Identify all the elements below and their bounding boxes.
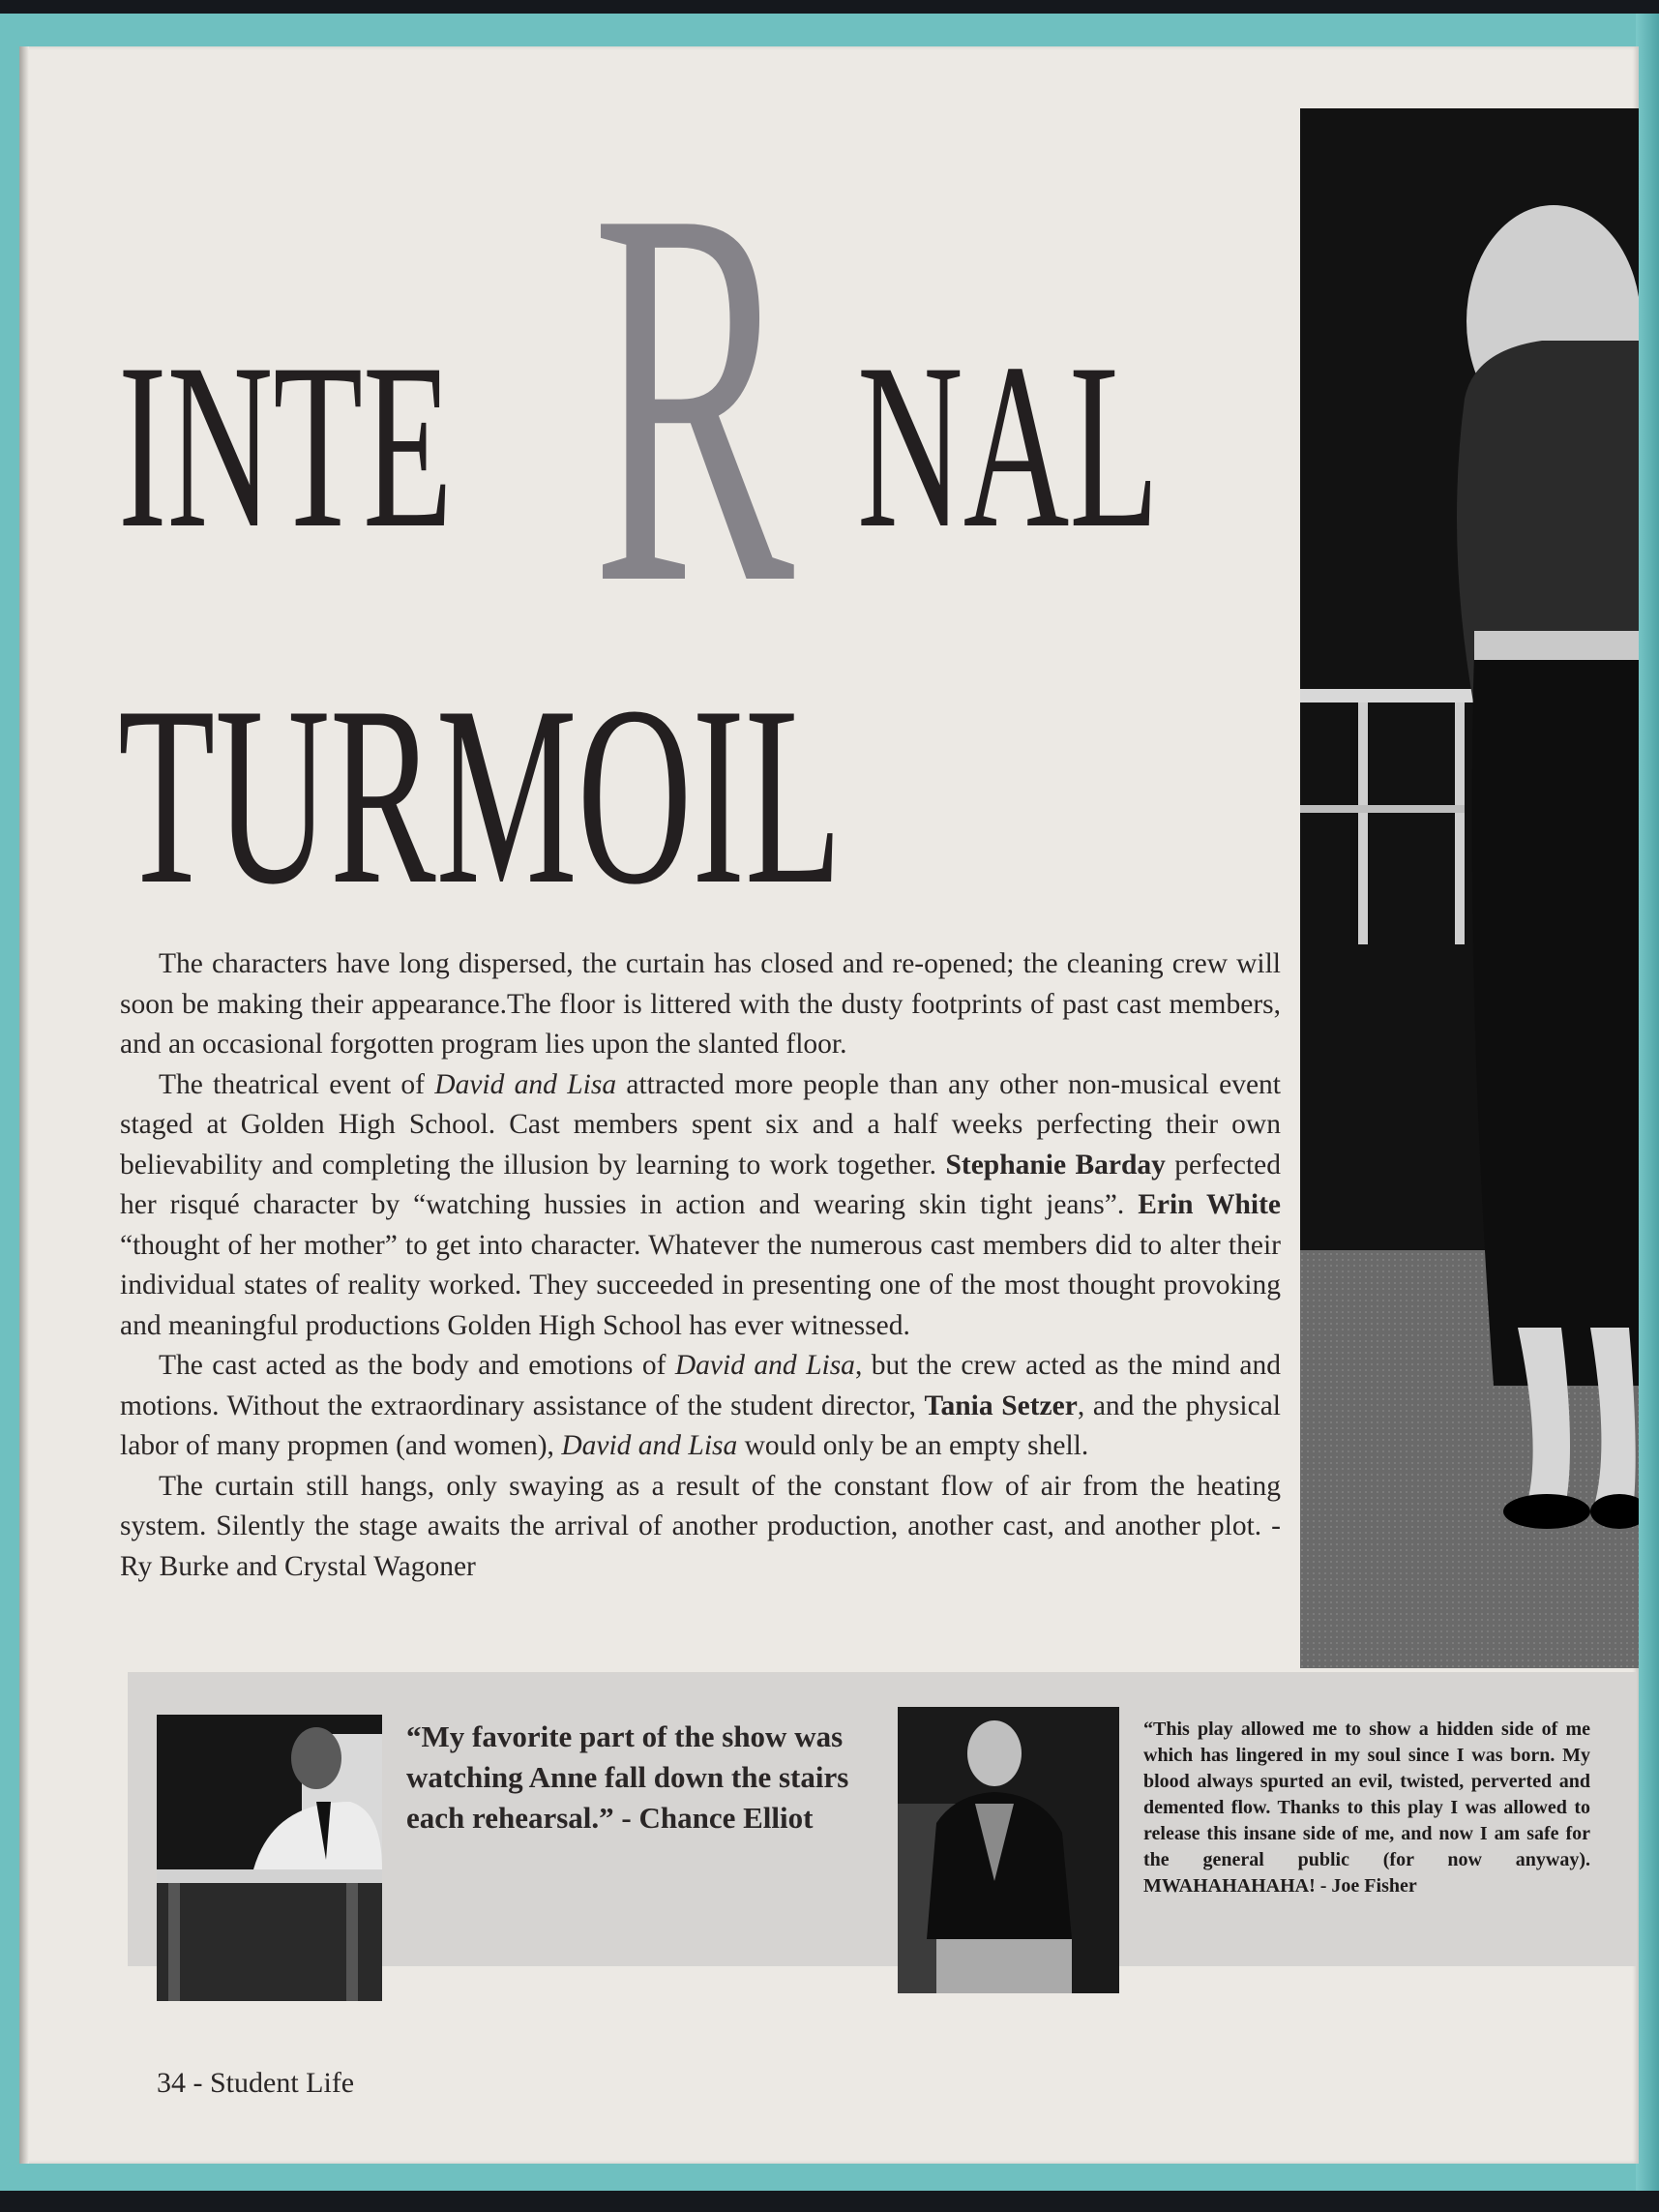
joe-fisher-quote: “This play allowed me to show a hidden side of me which has lingered in my soul since I was born. My blood always spurted an evil, twisted, perverted and demented flow. Thanks to this play I was allowed to release this insane side of me, and now I am safe for the general public (for now anyway). MWAHAHAHAHA! - Joe Fisher: [1143, 1719, 1590, 1897]
article-p3-text-a: The cast acted as the body and emotions of: [159, 1350, 675, 1381]
page-folio: 34 - Student Life: [157, 2067, 355, 2099]
article-p1-text: The characters have long dispersed, the curtain has closed and re-opened; the cleaning crew will soon be making their appearance.The floor is littered with the dusty footprints of past cast members, and an occasional forgotten program lies upon the slanted floor.: [120, 948, 1281, 1060]
article-p2-text-c: perfected her risqué character by “watching hussies in action and wearing skin tight jeans”.: [120, 1149, 1282, 1220]
article-p2-text-d: “thought of her mother” to get into character. Whatever the numerous cast members did to alter their individual states of reality worked. They succeeded in presenting one of the most thought provoking and meaningful productions Golden High School has ever witnessed.: [120, 1229, 1281, 1341]
joe-photo-illustration: [898, 1707, 1119, 1993]
article-p3-text-b: , but the crew acted as the mind and motions. Without the extraordinary assistance of the student director,: [120, 1350, 1281, 1421]
page-gutter-shadow: [19, 46, 29, 2164]
article-paragraph-4: [120, 1467, 1281, 1588]
headline-line2: TURMOIL: [118, 654, 843, 938]
article-p3-text-c: , and the physical labor of many propmen (and women),: [120, 1390, 1281, 1461]
article-p4-text: The curtain still hangs, only swaying as a result of the constant flow of air from the heating system. Silently the stage awaits the arrival of another production, another cast, and another plot. - Ry Burke and Crystal Wagoner: [120, 1470, 1281, 1582]
article-name-stephanie: Stephanie Barday: [945, 1149, 1166, 1181]
article-play-title: David and Lisa: [561, 1430, 738, 1461]
article-play-title: David and Lisa: [674, 1350, 855, 1381]
article-paragraph-1: [120, 944, 1281, 1065]
article-p2-text-b: attracted more people than any other non-musical event staged at Golden High School. Cast members spent six and a half weeks perfecting their own believability and completing the illusion by learning to work together.: [120, 1068, 1281, 1181]
headline-drop-letter: R: [592, 97, 795, 697]
binder-edge: [1636, 14, 1659, 2191]
chance-elliot-photo: [157, 1715, 382, 2001]
article-paragraph-2: [120, 1065, 1281, 1347]
stage-photo: [1300, 108, 1639, 1668]
headline-line1-left: INTE: [118, 314, 453, 577]
article-play-title: David and Lisa: [434, 1068, 617, 1100]
headline-line1-right: NAL: [857, 314, 1160, 577]
article-p2-text-a: The theatrical event of: [159, 1068, 435, 1100]
chance-photo-illustration: [157, 1715, 382, 2001]
chance-elliot-quote: “My favorite part of the show was watching Anne fall down the stairs each rehearsal.” - Chance Elliot: [406, 1719, 849, 1835]
article-name-erin: Erin White: [1138, 1189, 1282, 1220]
article-name-tania: Tania Setzer: [924, 1390, 1078, 1421]
joe-fisher-photo: [898, 1707, 1119, 1993]
stage-photo-illustration: [1300, 108, 1639, 1668]
article-body: [120, 944, 1281, 1587]
article-paragraph-3: [120, 1346, 1281, 1467]
article-p3-text-d: would only be an empty shell.: [737, 1430, 1089, 1461]
